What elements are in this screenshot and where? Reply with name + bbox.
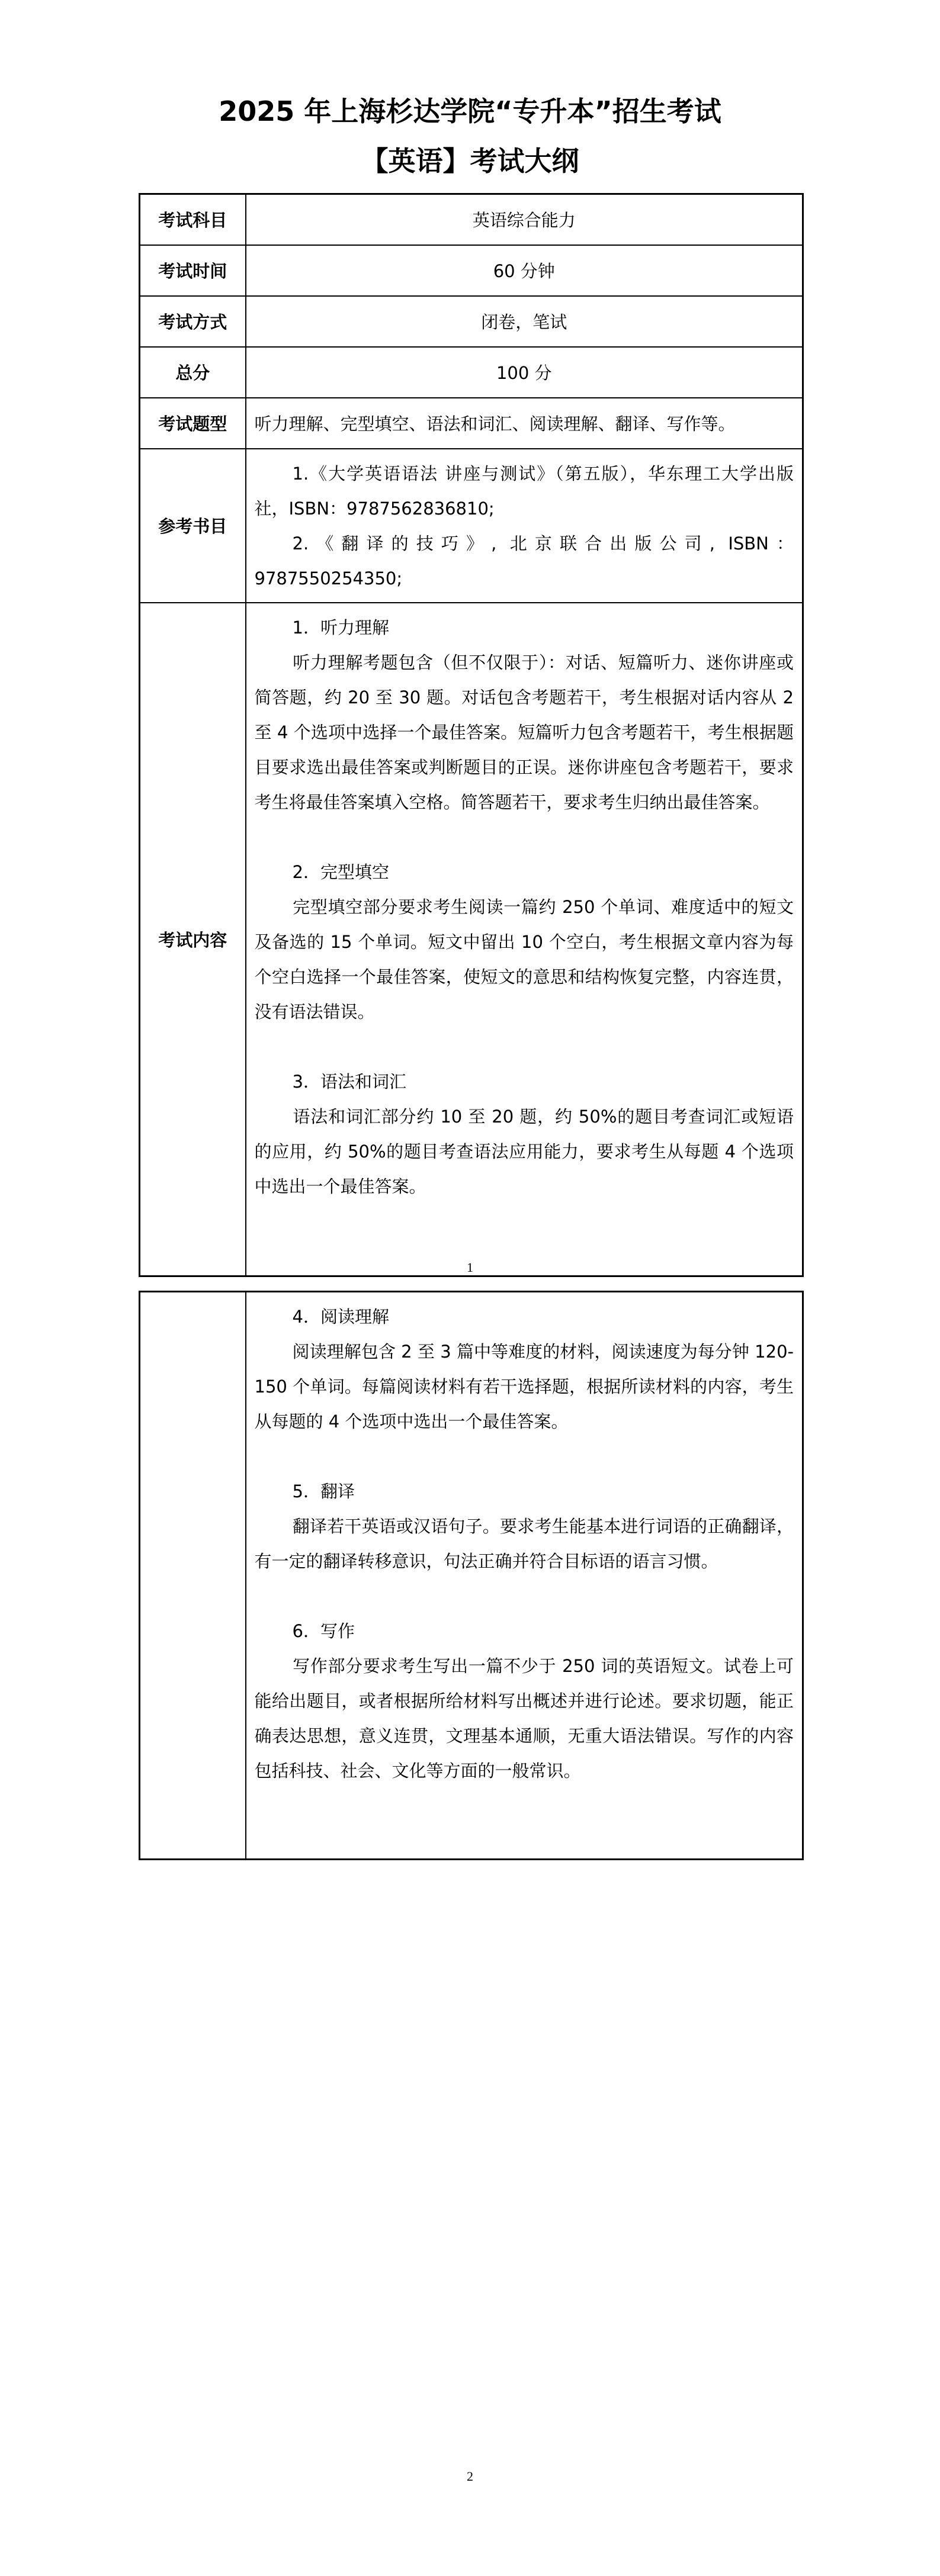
table-row-question-types (140, 398, 803, 449)
row-value: 闭卷，笔试 (246, 296, 803, 347)
row-label: 考试时间 (140, 245, 246, 296)
content-cell (246, 603, 803, 1276)
section-grammar-vocabulary (246, 1065, 803, 1204)
section-heading: 3．语法和词汇 (292, 1071, 406, 1092)
row-value: 100 分 (246, 347, 803, 398)
row-value: 60 分钟 (246, 245, 803, 296)
table-row-content-continued (140, 1292, 803, 1860)
section-body: 语法和词汇部分约 10 至 20 题，约 50%的题目考查词汇或短语的应用，约 50%的题目考查语法应用能力，要求考生从每题 4 个选项中选出一个最佳答案。 (254, 1106, 794, 1197)
section-body: 写作部分要求考生写出一篇不少于 250 词的英语短文。试卷上可能给出题目，或者根据所给材料写出概述并进行论述。要求切题，能正确表达思想，意义连贯，文理基本通顺，无重大语法错误。写作的内容包括科技、社会、文化等方面的一般常识。 (254, 1656, 794, 1781)
page-number: 1 (467, 1260, 473, 1275)
row-label: 考试内容 (140, 603, 246, 1276)
section-listening (246, 610, 803, 820)
document-title: 2025 年上海杉达学院“专升本”招生考试 (219, 95, 721, 127)
section-body: 翻译若干英语或汉语句子。要求考生能基本进行词语的正确翻译，有一定的翻译转移意识，句法正确并符合目标语的语言习惯。 (254, 1516, 794, 1571)
row-label: 参考书目 (140, 449, 246, 603)
section-body: 阅读理解包含 2 至 3 篇中等难度的材料，阅读速度为每分钟 120-150 个单词。每篇阅读材料有若干选择题，根据所读材料的内容，考生从每题的 4 个选项中选出一个最佳答案。 (254, 1342, 794, 1432)
row-label: 总分 (140, 347, 246, 398)
section-heading: 1．听力理解 (292, 617, 389, 638)
section-cloze (246, 855, 803, 1030)
row-value: 英语综合能力 (246, 194, 803, 245)
section-heading: 5．翻译 (292, 1481, 355, 1501)
row-value: 听力理解、完型填空、语法和词汇、阅读理解、翻译、写作等。 (246, 398, 803, 449)
document-subtitle: 【英语】考试大纲 (361, 145, 579, 177)
section-body: 完型填空部分要求考生阅读一篇约 250 个单词、难度适中的短文及备选的 15 个单词。短文中留出 10 个空白，考生根据文章内容为每个空白选择一个最佳答案，使短文的意思和结构恢复完整，内容连贯，没有语法错误。 (254, 896, 794, 1022)
row-label: 考试题型 (140, 398, 246, 449)
table-row-content (140, 603, 803, 1276)
section-heading: 6．写作 (292, 1621, 355, 1641)
row-label: 考试科目 (140, 194, 246, 245)
exam-outline-table (139, 193, 804, 1277)
row-label: 考试方式 (140, 296, 246, 347)
table-row-duration (140, 245, 803, 296)
page-number: 2 (467, 2469, 473, 2484)
section-heading: 2．完型填空 (292, 861, 389, 882)
content-cell (246, 1292, 803, 1860)
section-reading (246, 1300, 803, 1439)
section-writing (246, 1614, 803, 1789)
section-heading: 4．阅读理解 (292, 1307, 389, 1327)
exam-outline-table-continued (139, 1291, 804, 1860)
table-row-format (140, 296, 803, 347)
reference-item: 2.《翻译的技巧》, 北京联合出版公司, ISBN：9787550254350; (254, 533, 794, 588)
table-row-subject (140, 194, 803, 245)
section-translation (246, 1474, 803, 1579)
references-cell (246, 449, 803, 603)
reference-item: 1.《大学英语语法 讲座与测试》（第五版），华东理工大学出版社，ISBN：9787562836810; (254, 463, 794, 519)
empty-label-cell (140, 1292, 246, 1860)
table-row-total-score (140, 347, 803, 398)
section-body: 听力理解考题包含（但不仅限于）：对话、短篇听力、迷你讲座或简答题，约 20 至 30 题。对话包含考题若干，考生根据对话内容从 2 至 4 个选项中选择一个最佳答案。短篇听力包含考题若干，考生根据题目要求选出最佳答案或判断题目的正误。迷你讲座包含考题若干，要求考生将最佳答案填入空格。简答题若干，要求考生归纳出最佳答案。 (254, 652, 794, 812)
table-row-references (140, 449, 803, 603)
